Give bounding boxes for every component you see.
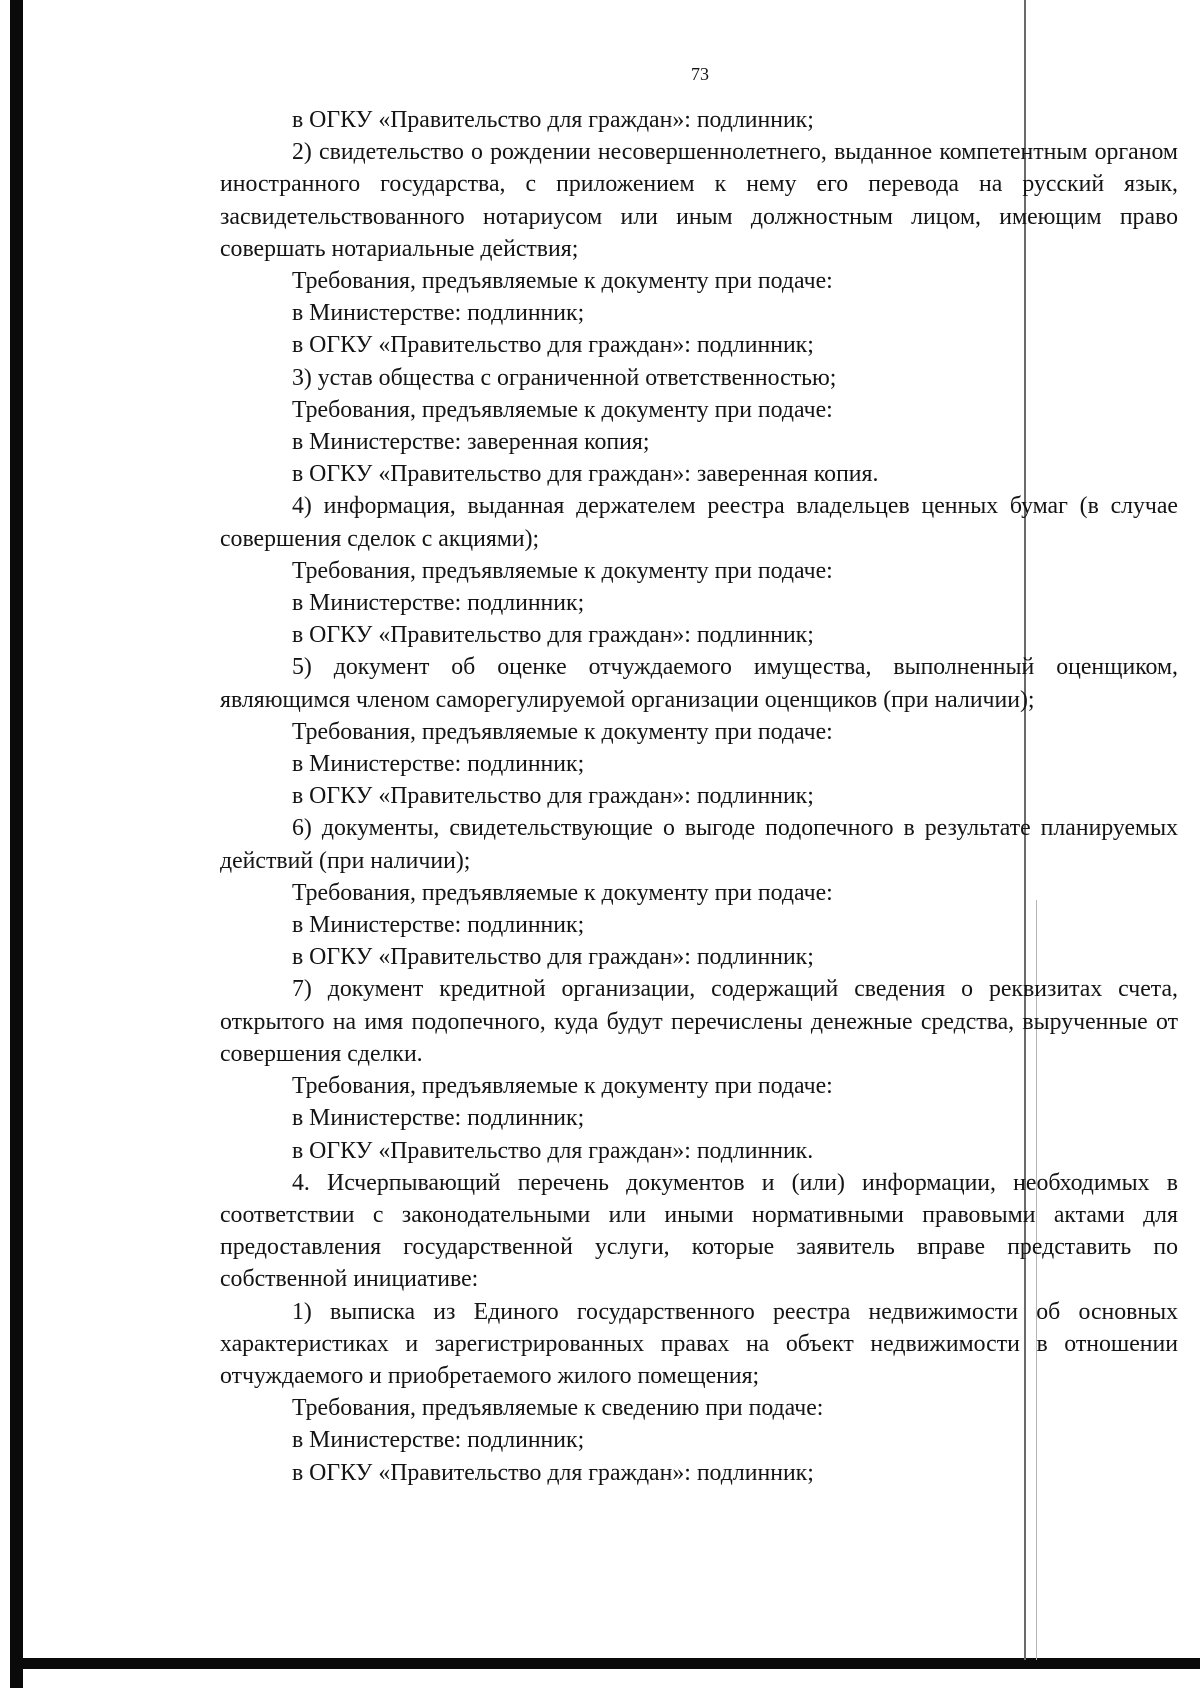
- paragraph: 3) устав общества с ограниченной ответственностью;: [292, 364, 837, 391]
- paragraph: Требования, предъявляемые к документу при подаче:: [292, 557, 833, 584]
- paragraph: Требования, предъявляемые к документу при подаче:: [292, 396, 833, 423]
- paragraph: Требования, предъявляемые к документу при подаче:: [292, 718, 833, 745]
- paragraph: в ОГКУ «Правительство для граждан»: заверенная копия.: [292, 461, 879, 488]
- paragraph: в ОГКУ «Правительство для граждан»: подлинник;: [292, 332, 814, 359]
- paragraph: в Министерстве: подлинник;: [292, 300, 585, 327]
- paragraph: в Министерстве: подлинник;: [292, 1427, 585, 1454]
- paragraph: в ОГКУ «Правительство для граждан»: подлинник;: [292, 783, 814, 810]
- paragraph: Требования, предъявляемые к сведению при подаче:: [292, 1395, 824, 1422]
- paragraph: в ОГКУ «Правительство для граждан»: подлинник;: [292, 107, 814, 133]
- document-body: [220, 104, 1178, 1489]
- paragraph: в Министерстве: заверенная копия;: [292, 429, 650, 456]
- paragraph: в Министерстве: подлинник;: [292, 912, 585, 939]
- paragraph: в ОГКУ «Правительство для граждан»: подлинник;: [292, 944, 814, 971]
- paragraph: 2) свидетельство о рождении несовершеннолетнего, выданное компетентным органом иностранного государства, с приложением к нему его перевода на русский язык, засвидетельствованного нотариусом или иным должностным лицом, имеющим право совершать нотариальные действия;: [220, 139, 1178, 262]
- paragraph: 1) выписка из Единого государственного реестра недвижимости об основных характеристиках и зарегистрированных правах на объект недвижимости в отношении отчуждаемого и приобретаемого жилого помещения;: [220, 1298, 1178, 1389]
- paragraph: в ОГКУ «Правительство для граждан»: подлинник;: [292, 1459, 814, 1486]
- paragraph: 5) документ об оценке отчуждаемого имущества, выполненный оценщиком, являющимся членом саморегулируемой организации оценщиков (при наличии);: [220, 654, 1178, 713]
- paragraph: Требования, предъявляемые к документу при подаче:: [292, 268, 833, 295]
- paragraph: в ОГКУ «Правительство для граждан»: подлинник;: [292, 622, 814, 649]
- paragraph: в ОГКУ «Правительство для граждан»: подлинник.: [292, 1137, 814, 1164]
- paragraph: в Министерстве: подлинник;: [292, 590, 585, 617]
- paragraph: в Министерстве: подлинник;: [292, 1105, 585, 1132]
- paragraph: 4) информация, выданная держателем реестра владельцев ценных бумаг (в случае совершения сделок с акциями);: [220, 493, 1178, 552]
- paragraph: 7) документ кредитной организации, содержащий сведения о реквизитах счета, открытого на имя подопечного, куда будут перечислены денежные средства, вырученные от совершения сделки.: [220, 976, 1178, 1067]
- paragraph: 6) документы, свидетельствующие о выгоде подопечного в результате планируемых действий (при наличии);: [220, 815, 1178, 874]
- page-number: 73: [691, 64, 709, 84]
- paragraph: 4. Исчерпывающий перечень документов и (или) информации, необходимых в соответствии с законодательными или иными нормативными правовыми актами для предоставления государственной услуги, которые заявитель вправе представить по собственной инициативе:: [220, 1169, 1178, 1293]
- scan-bottom-border: [10, 1658, 1200, 1669]
- paragraph: в Министерстве: подлинник;: [292, 751, 585, 778]
- paragraph: Требования, предъявляемые к документу при подаче:: [292, 879, 833, 906]
- scan-left-border: [10, 0, 23, 1688]
- paragraph: Требования, предъявляемые к документу при подаче:: [292, 1073, 833, 1100]
